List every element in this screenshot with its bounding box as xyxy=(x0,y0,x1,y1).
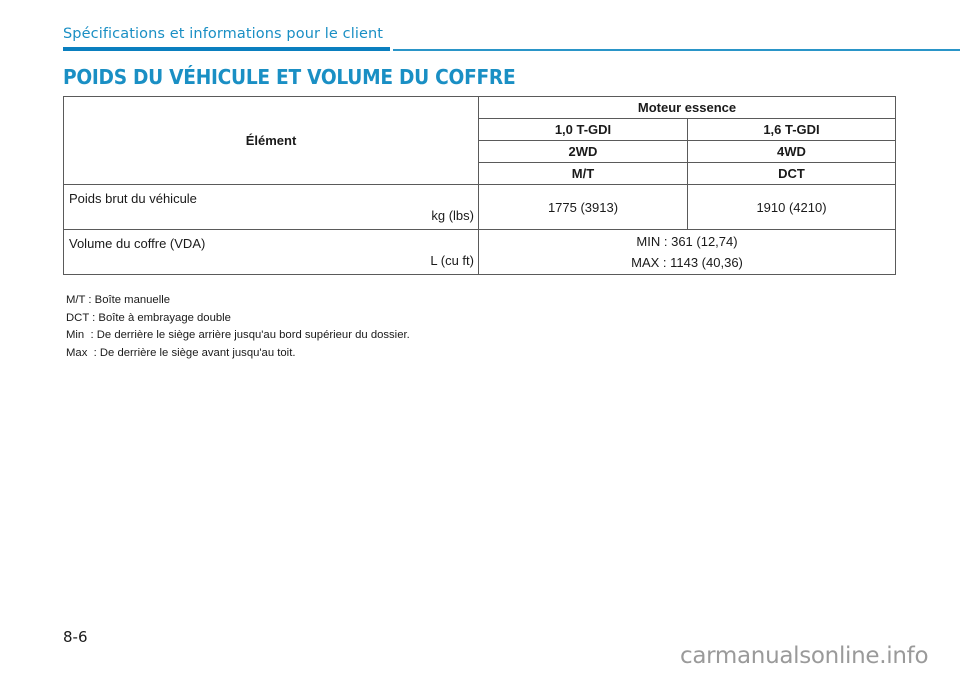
weight-value-2: 1910 (4210) xyxy=(688,185,896,230)
engine-header: Moteur essence xyxy=(479,97,896,119)
row-label: Poids brut du véhicule xyxy=(69,191,197,206)
footnotes xyxy=(66,292,410,362)
footnote: M/T : Boîte manuelle xyxy=(66,294,171,306)
section-header: Spécifications et informations pour le client xyxy=(63,26,384,42)
page-title: POIDS DU VÉHICULE ET VOLUME DU COFFRE xyxy=(63,65,516,89)
engine-2: 1,6 T-GDI xyxy=(688,119,896,141)
weight-value-1: 1775 (3913) xyxy=(479,185,688,230)
engine-1: 1,0 T-GDI xyxy=(479,119,688,141)
row-label-cell xyxy=(64,185,479,230)
drive-1: 2WD xyxy=(479,141,688,163)
volume-value-cell xyxy=(479,230,896,275)
footnote: Min : De derrière le siège arrière jusqu'au bord supérieur du dossier. xyxy=(66,329,410,341)
transmission-2: DCT xyxy=(688,163,896,185)
footnote: Max : De derrière le siège avant jusqu'au toit. xyxy=(66,346,296,359)
element-header: Élément xyxy=(64,97,479,185)
header-underline-thin xyxy=(393,49,960,51)
footnote: DCT : Boîte à embrayage double xyxy=(66,311,231,324)
page-number: 8-6 xyxy=(63,628,88,646)
volume-max: MAX : 1143 (40,36) xyxy=(631,255,743,270)
volume-min: MIN : 361 (12,74) xyxy=(636,234,738,249)
row-unit: L (cu ft) xyxy=(430,253,474,268)
spec-table xyxy=(63,96,896,275)
transmission-1: M/T xyxy=(479,163,688,185)
watermark: carmanualsonline.info xyxy=(680,643,929,669)
row-unit: kg (lbs) xyxy=(431,208,474,223)
table-row xyxy=(64,185,896,230)
drive-2: 4WD xyxy=(688,141,896,163)
header-underline-thick xyxy=(63,47,390,51)
table-header-row xyxy=(64,97,896,119)
row-label-cell xyxy=(64,230,479,275)
table-row xyxy=(64,230,896,275)
row-label: Volume du coffre (VDA) xyxy=(69,236,206,251)
